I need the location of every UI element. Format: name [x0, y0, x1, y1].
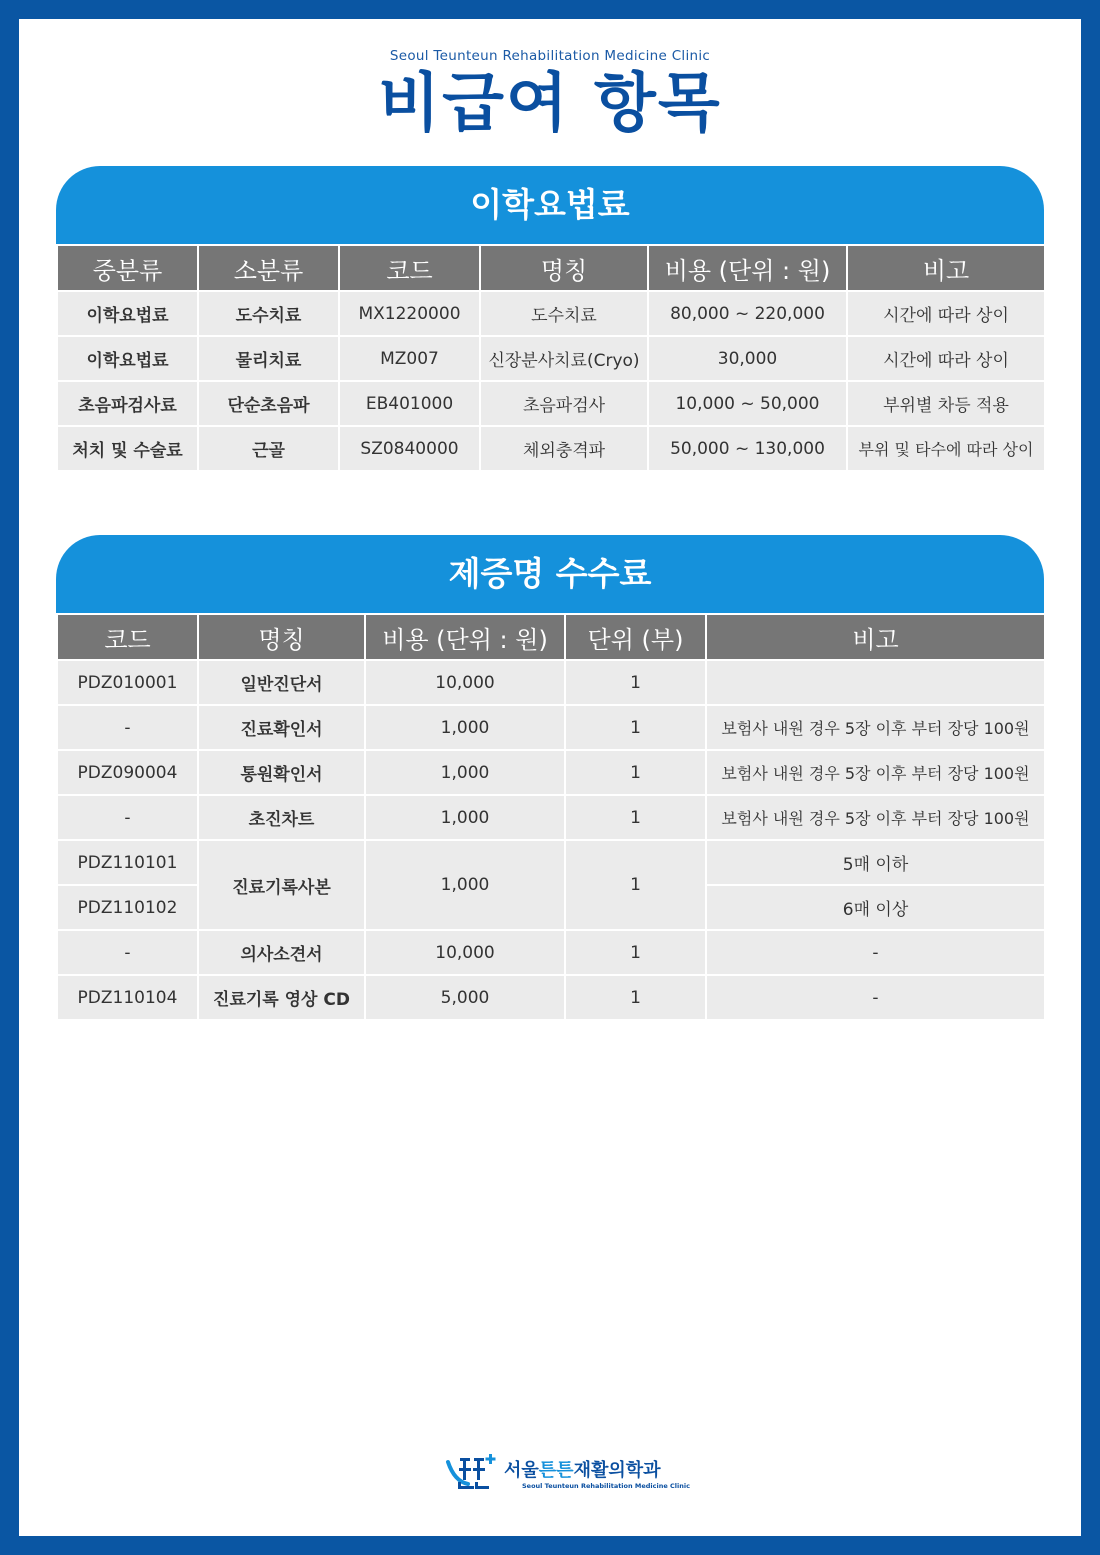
table-cell: 5,000 [365, 975, 565, 1020]
table-cell: PDZ010001 [57, 660, 198, 705]
table-cell [706, 660, 1045, 705]
table-row [57, 930, 1045, 975]
column-header: 명칭 [480, 245, 648, 291]
table-cell: 근골 [198, 426, 339, 471]
table-cell: 처치 및 수술료 [57, 426, 198, 471]
table-cell: - [57, 930, 198, 975]
table-cell: 보험사 내원 경우 5장 이후 부터 장당 100원 [706, 795, 1045, 840]
table-cell: 보험사 내원 경우 5장 이후 부터 장당 100원 [706, 750, 1045, 795]
table-cell-merged: 1,000 [365, 840, 565, 930]
column-header: 중분류 [57, 245, 198, 291]
table-cell: PDZ110102 [57, 885, 198, 930]
table-cell: 30,000 [648, 336, 847, 381]
table-row [57, 381, 1045, 426]
column-header: 비고 [706, 614, 1045, 660]
table-cell: - [57, 795, 198, 840]
table-cell: 시간에 따라 상이 [847, 336, 1045, 381]
table-cell-merged: 진료기록사본 [198, 840, 365, 930]
table-cell: 초진차트 [198, 795, 365, 840]
table-cell: - [57, 705, 198, 750]
table-cell: 1 [565, 660, 706, 705]
table-cell: 부위별 차등 적용 [847, 381, 1045, 426]
clinic-english-name: Seoul Teunteun Rehabilitation Medicine Clinic [389, 48, 711, 64]
table-row [57, 975, 1045, 1020]
table-cell: 진료기록 영상 CD [198, 975, 365, 1020]
table-row [57, 840, 1045, 885]
table-cell: 1 [565, 930, 706, 975]
table-cell: 의사소견서 [198, 930, 365, 975]
certificate-fees-table [56, 613, 1046, 1021]
physiotherapy-table [56, 244, 1046, 472]
column-header: 비용 (단위 : 원) [365, 614, 565, 660]
logo-text-prefix: 서울 [504, 1460, 539, 1481]
table-cell: 체외충격파 [480, 426, 648, 471]
table-row [57, 660, 1045, 705]
clinic-korean-name [504, 1456, 661, 1482]
table-cell: MZ007 [339, 336, 480, 381]
table-cell: 이학요법료 [57, 291, 198, 336]
table-cell: 10,000 [365, 660, 565, 705]
table-row [57, 795, 1045, 840]
table-cell: 일반진단서 [198, 660, 365, 705]
table-cell: 10,000 ~ 50,000 [648, 381, 847, 426]
table-cell: MX1220000 [339, 291, 480, 336]
table-cell: 신장분사치료(Cryo) [480, 336, 648, 381]
column-header: 비용 (단위 : 원) [648, 245, 847, 291]
table-cell: EB401000 [339, 381, 480, 426]
table-cell: 초음파검사 [480, 381, 648, 426]
table-cell: 1,000 [365, 795, 565, 840]
table-cell: 1 [565, 795, 706, 840]
table-cell: 도수치료 [480, 291, 648, 336]
table-cell: 1 [565, 750, 706, 795]
table-cell: 5매 이하 [706, 840, 1045, 885]
clinic-logo-icon [442, 1452, 498, 1498]
table-cell: PDZ110104 [57, 975, 198, 1020]
table-cell: 6매 이상 [706, 885, 1045, 930]
table-cell: 물리치료 [198, 336, 339, 381]
table-header-row [57, 614, 1045, 660]
page-title: 비급여 항목 [378, 67, 722, 141]
table-cell-merged: 1 [565, 840, 706, 930]
column-header: 명칭 [198, 614, 365, 660]
table-cell: 통원확인서 [198, 750, 365, 795]
table-row [57, 705, 1045, 750]
table-row [57, 750, 1045, 795]
section-physiotherapy-title: 이학요법료 [56, 166, 1044, 244]
clinic-logo [442, 1452, 690, 1498]
table-cell: 1 [565, 975, 706, 1020]
column-header: 소분류 [198, 245, 339, 291]
table-cell: SZ0840000 [339, 426, 480, 471]
table-cell: - [706, 930, 1045, 975]
table-cell: 시간에 따라 상이 [847, 291, 1045, 336]
table-row [57, 336, 1045, 381]
table-cell: 초음파검사료 [57, 381, 198, 426]
table-cell: 50,000 ~ 130,000 [648, 426, 847, 471]
table-cell: 단순초음파 [198, 381, 339, 426]
table-cell: 80,000 ~ 220,000 [648, 291, 847, 336]
logo-text-suffix: 재활의학과 [573, 1460, 661, 1481]
table-row [57, 426, 1045, 471]
column-header: 비고 [847, 245, 1045, 291]
table-header-row [57, 245, 1045, 291]
column-header: 코드 [339, 245, 480, 291]
table-cell: - [706, 975, 1045, 1020]
table-cell: 이학요법료 [57, 336, 198, 381]
clinic-logo-english-name: Seoul Teunteun Rehabilitation Medicine Clinic [522, 1482, 690, 1490]
section-certificate-fees-title: 제증명 수수료 [56, 535, 1044, 613]
logo-text-highlight: 튼튼 [538, 1460, 574, 1481]
table-cell: 1,000 [365, 750, 565, 795]
column-header: 단위 (부) [565, 614, 706, 660]
table-cell: 도수치료 [198, 291, 339, 336]
table-cell: PDZ090004 [57, 750, 198, 795]
table-cell: 진료확인서 [198, 705, 365, 750]
column-header: 코드 [57, 614, 198, 660]
table-cell: 1 [565, 705, 706, 750]
table-cell: 10,000 [365, 930, 565, 975]
table-cell: PDZ110101 [57, 840, 198, 885]
table-cell: 부위 및 타수에 따라 상이 [847, 426, 1045, 471]
table-row [57, 291, 1045, 336]
table-cell: 보험사 내원 경우 5장 이후 부터 장당 100원 [706, 705, 1045, 750]
table-cell: 1,000 [365, 705, 565, 750]
